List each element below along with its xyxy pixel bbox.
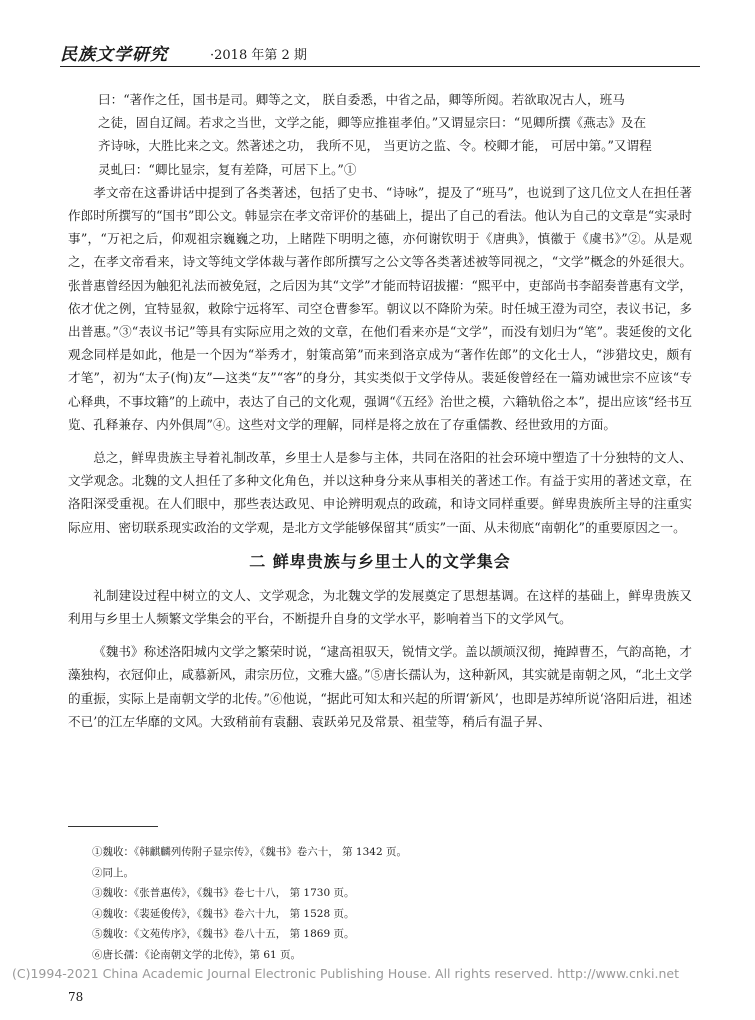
footnote: ④魏收：《裴延俊传》，《魏书》卷六十九， 第 1528 页。 xyxy=(92,907,355,920)
running-header xyxy=(60,38,700,67)
quote-line: 齐诗咏，大胜比来之文。然著述之功， 我所不见， 当更访之监、令。校卿才能， 可居中第。”又谓程 xyxy=(98,138,652,154)
footnote: ⑥唐长孺：《论南朝文学的北传》，第 61 页。 xyxy=(92,948,302,961)
paragraph: 《魏书》称述洛阳城内文学之繁荣时说，“逮高祖驭天，锐情文学。盖以颉颃汉彻，掩踔曹丕，气韵高艳，才藻独构，衣冠仰止，咸慕新风，肃宗历位，文雅大盛。”⑤唐长孺认为，这种新风，其实就是南朝之风，“北土文学的重振，实际上是南朝文学的北传。”⑥他说，“据此可知太和兴起的所谓‘新风’，也即是苏绰所说‘洛阳后进，祖述不已’的江左华靡的文风。大致稍前有袁翻、袁跃弟兄及常景、祖莹等，稍后有温子昇、 xyxy=(68,644,692,729)
quote-line: 灵虬曰：“卿比显宗，复有差降，可居下上。”① xyxy=(98,161,357,177)
quote-line: 之徒，固自辽阔。若求之当世，文学之能，卿等应推崔孝伯。”又谓显宗曰：“见卿所撰《燕志》及在 xyxy=(98,115,647,131)
copyright-footer: (C)1994-2021 China Academic Journal Electronic Publishing House. All rights reserved. http://www.cnki.net xyxy=(12,966,679,981)
footnote-divider xyxy=(68,826,158,827)
paragraph: 礼制建设过程中树立的文人、文学观念，为北魏文学的发展奠定了思想基调。在这样的基础上，鲜卑贵族又利用与乡里士人频繁文学集会的平台，不断提升自身的文学水平，影响着当下的文学风气。 xyxy=(68,587,692,627)
paragraph: 孝文帝在这番讲话中提到了各类著述，包括了史书、“诗咏”，提及了“班马”，也说到了这几位文人在担任著作郎时所撰写的“国书”即公文。韩显宗在孝文帝评价的基础上，提出了自己的看法。他认为自己的文章是“实录时事”，“万祀之后，仰观祖宗巍巍之功，上睹陛下明明之德，亦何谢钦明于《唐典》，慎徽于《虞书》”②。从是观之，在孝文帝看来，诗文等纯文学体裁与著作郎所撰写之公文等各类著述被等同视之，“文学”概念的外延很大。张普惠曾经因为触犯礼法而被免冠，之后因为其“文学”才能而特诏拔擢：“熙平中，吏部尚书李韶奏普惠有文学，依才优之例，宜特显叙，敕除宁远将军、司空仓曹参军。朝议以不降阶为荣。时任城王澄为司空，表议书记，多出普惠。”③“表议书记”等具有实际应用之效的文章，在他们看来亦是“文学”，而没有划归为“笔”。裴延俊的文化观念同样是如此，他是一个因为“举秀才，射策高第”而来到洛京成为“著作佐郎”的文化士人，“涉猎坟史，颇有才笔”，初为“太子(恂)友”—这类“友”“客”的身分，其实类似于文学侍从。裴延俊曾经在一篇劝诫世宗不应该“专心释典，不事坟籍”的上疏中，表达了自己的文化观，强调“《五经》治世之模，六籍轨俗之本”，提出应该“经书互览、孔释兼存、内外俱周”④。这些对文学的理解，同样是将之放在了存重儒教、经世致用的方面。 xyxy=(68,184,692,432)
journal-title: 民族文学研究 xyxy=(60,45,168,65)
section-heading: 二 鲜卑贵族与乡里士人的文学集会 xyxy=(249,551,511,571)
footnote: ⑤魏收：《文苑传序》，《魏书》卷八十五， 第 1869 页。 xyxy=(92,928,355,940)
quote-line: 曰：“著作之任，国书是司。卿等之文， 朕自委悉，中省之品，卿等所阅。若欲取况古人，班马 xyxy=(98,92,625,107)
footnote: ②同上。 xyxy=(92,866,134,879)
page-number: 78 xyxy=(68,990,84,1004)
paragraph: 总之，鲜卑贵族主导着礼制改革，乡里士人是参与主体，共同在洛阳的社会环境中塑造了十分独特的文人、文学观念。北魏的文人担任了多种文化角色，并以这种身分来从事相关的著述工作。有益于实用的著述文章，在洛阳深受重视。在人们眼中，那些表达政见、申论辨明观点的政疏，和诗文同样重要。鲜卑贵族所主导的注重实际应用、密切联系现实政治的文学观，是北方文学能够保留其“质实”一面、从未彻底“南朝化”的重要原因之一。 xyxy=(68,450,692,535)
issue-label: ·2018 年第 2 期 xyxy=(210,48,307,63)
footnotes xyxy=(92,842,652,965)
main-text xyxy=(68,88,692,733)
footnote: ③魏收：《张普惠传》，《魏书》卷七十八， 第 1730 页。 xyxy=(92,887,355,899)
footnote: ①魏收：《韩麒麟列传附子显宗传》，《魏书》卷六十， 第 1342 页。 xyxy=(92,846,407,858)
